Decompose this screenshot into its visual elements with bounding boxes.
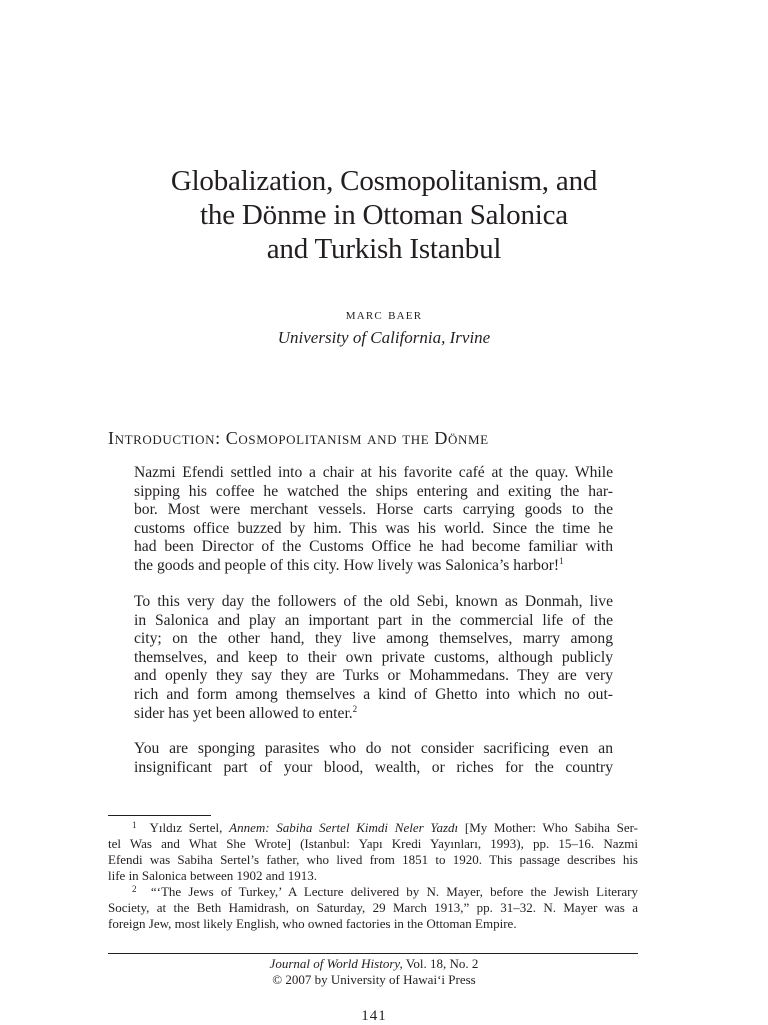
text-line: in Salonica and play an important part in the commercial life of the [134, 611, 613, 629]
journal-volume: Vol. 18, No. 2 [405, 956, 479, 971]
footnote-2-line: Society, at the Beth Hamidrash, on Saturday, 29 March 1913,” pp. 31–32. N. Mayer was a [108, 900, 638, 915]
text-line: rich and form among themselves a kind of Ghetto into which no out- [134, 685, 613, 703]
epigraph-paragraph-2 [134, 593, 613, 723]
text-line: the goods and people of this city. How lively was Salonica’s harbor! [134, 556, 560, 574]
text-line: sider has yet been allowed to enter. [134, 704, 353, 722]
footnote-1-line: 1 Yıldız Sertel, Annem: Sabiha Sertel Kimdi Neler Yazdı [My Mother: Who Sabiha Ser- [132, 820, 639, 835]
text-line: bor. Most were merchant vessels. Horse carts carrying goods to the [134, 501, 613, 519]
title-line: Globalization, Cosmopolitanism, and [170, 165, 598, 197]
author-name: marc baer [345, 306, 423, 323]
footnote-1-line: life in Salonica between 1902 and 1913. [108, 868, 318, 883]
epigraph-paragraph-1 [134, 464, 613, 576]
footnote-work-title: Annem: Sabiha Sertel Kimdi Neler Yazdı [229, 820, 459, 835]
footnote-text: “‘The Jews of Turkey,’ A Lecture delivered by N. Mayer, before the Jewish Literary [150, 884, 639, 899]
text-line: sipping his coffee he watched the ships entering and exiting the har- [134, 482, 613, 500]
footnote-1-line: Efendi was Sabiha Sertel’s father, who lived from 1851 to 1920. This passage describes his [108, 852, 638, 867]
journal-citation [0, 956, 748, 988]
text-line-last [134, 705, 613, 724]
journal-name: Journal of World History, [269, 956, 403, 971]
footnotes [108, 820, 638, 932]
text-line: customs office buzzed by him. This was his world. Since the time he [134, 519, 613, 537]
page-footer-divider [108, 953, 638, 954]
text-line: and openly they say they are Turks or Mohammedans. They are very [134, 667, 613, 685]
title-line: the Dönme in Ottoman Salonica [200, 199, 568, 231]
epigraph-paragraph-3 [134, 740, 613, 777]
article-title [0, 164, 768, 266]
footnote-1-line: tel Was and What She Wrote] (Istanbul: Yapı Kredi Yayınları, 1993), pp. 15–16. Nazmi [108, 836, 638, 851]
page-number: 141 [361, 1008, 387, 1024]
journal-volume-line [0, 956, 748, 972]
text-line: insignificant part of your blood, wealth, or riches for the country [134, 758, 613, 776]
title-line: and Turkish Istanbul [266, 233, 502, 265]
text-line: had been Director of the Customs Office he had become familiar with [134, 538, 613, 556]
journal-copyright: © 2007 by University of Hawai‘i Press [272, 972, 476, 987]
footnote-author: Yıldız Sertel, [149, 820, 223, 835]
footnote-ref[interactable]: 2 [352, 703, 358, 714]
text-line: themselves, and keep to their own private customs, although publicly [134, 648, 613, 666]
footnote-2-line: 2 “‘The Jews of Turkey,’ A Lecture delivered by N. Mayer, before the Jewish Literary [132, 884, 639, 899]
text-line-last [134, 557, 613, 576]
author-affiliation: University of California, Irvine [277, 328, 491, 347]
section-heading: Introduction: Cosmopolitanism and the Dönme [108, 428, 489, 448]
footnote-divider [108, 815, 211, 816]
footnote-ref[interactable]: 1 [559, 555, 564, 566]
text-line: Nazmi Efendi settled into a chair at his favorite café at the quay. While [134, 464, 613, 481]
text-line: To this very day the followers of the old Sebi, known as Donmah, live [134, 593, 613, 610]
footnote-2-line: foreign Jew, most likely English, who owned factories in the Ottoman Empire. [108, 916, 517, 931]
text-line: You are sponging parasites who do not consider sacrificing even an [134, 740, 613, 757]
text-line: city; on the other hand, they live among themselves, marry among [134, 630, 613, 648]
footnote-text: [My Mother: Who Sabiha Ser- [464, 820, 639, 835]
